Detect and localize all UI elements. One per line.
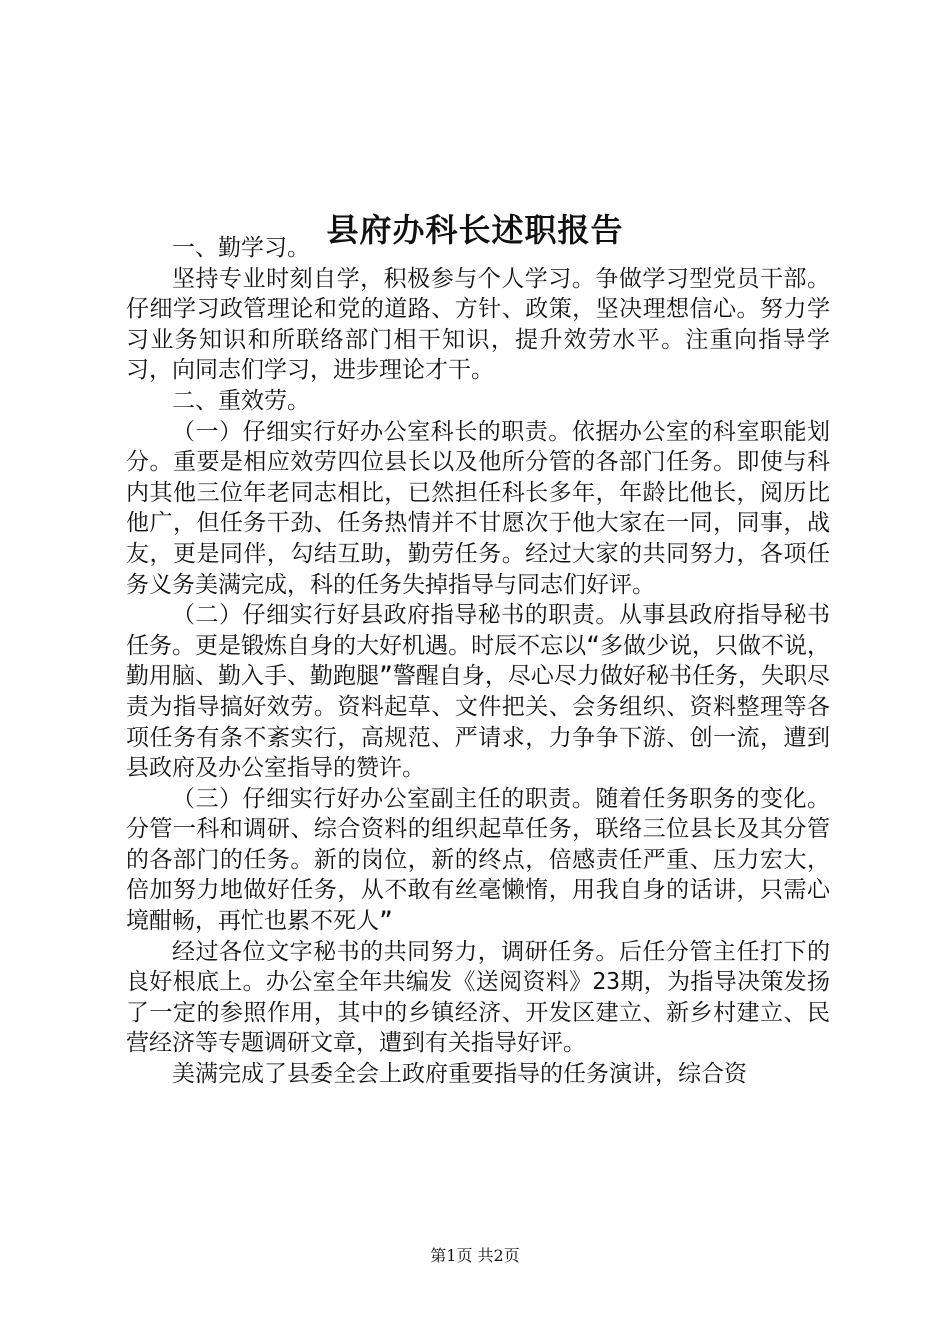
paragraph-secretary: （二）仔细实行好县政府指导秘书的职责。从事县政府指导秘书任务。更是锻炼自身的大好机遇。时辰不忘以“多做少说，只做不说，勤用脑、勤入手、勤跑腿”警醒自身，尽心尽力做好秘书任务，失职尽责为指导搞好效劳。资料起草、文件把关、会务组织、资料整理等各项任务有条不紊实行，高规范、严请求，力争争下游、创一流，遭到县政府及办公室指导的赞许。 [126, 602, 830, 782]
paragraph-section-chief: （一）仔细实行好办公室科长的职责。依据办公室的科室职能划分。重要是相应效劳四位县长以及他所分管的各部门任务。即使与科内其他三位年老同志相比，已然担任科长多年，年龄比他长，阅历比他广，但任务干劲、任务热情并不甘愿次于他大家在一同，同事，战友，更是同伴，勾结互助，勤劳任务。经过大家的共同努力，各项任务义务美满完成，科的任务失掉指导与同志们好评。 [126, 418, 830, 598]
document-body [126, 233, 830, 1090]
paragraph-speech-drafting: 美满完成了县委全会上政府重要指导的任务演讲，综合资 [172, 1061, 747, 1088]
paragraph-deputy-director: （三）仔细实行好办公室副主任的职责。随着任务职务的变化。分管一科和调研、综合资料的组织起草任务，联络三位县长及其分管的各部门的任务。新的岗位，新的终点，倍感责任严重、压力宏大，倍加努力地做好任务，从不敢有丝毫懒惰，用我自身的话讲，只需心境酣畅，再忙也累不死人” [126, 785, 830, 935]
section-heading-service: 二、重效劳。 [172, 387, 310, 414]
paragraph-study: 坚持专业时刻自学，积极参与个人学习。争做学习型党员干部。仔细学习政管理论和党的道路、方针、政策，坚决理想信心。努力学习业务知识和所联络部门相干知识，提升效劳水平。注重向指导学习，向同志们学习，进步理论才干。 [126, 265, 830, 384]
section-heading-study: 一、勤学习。 [172, 235, 310, 261]
paragraph-research-work: 经过各位文字秘书的共同努力，调研任务。后任分管主任打下的良好根底上。办公室全年共编发《送阅资料》23期，为指导决策发扬了一定的参照作用，其中的乡镇经济、开发区建立、新乡村建立、民营经济等专题调研文章，遭到有关指导好评。 [126, 938, 830, 1057]
document-title: 县府办科长述职报告 [326, 211, 624, 250]
page-number-footer: 第1页 共2页 [430, 1246, 520, 1265]
